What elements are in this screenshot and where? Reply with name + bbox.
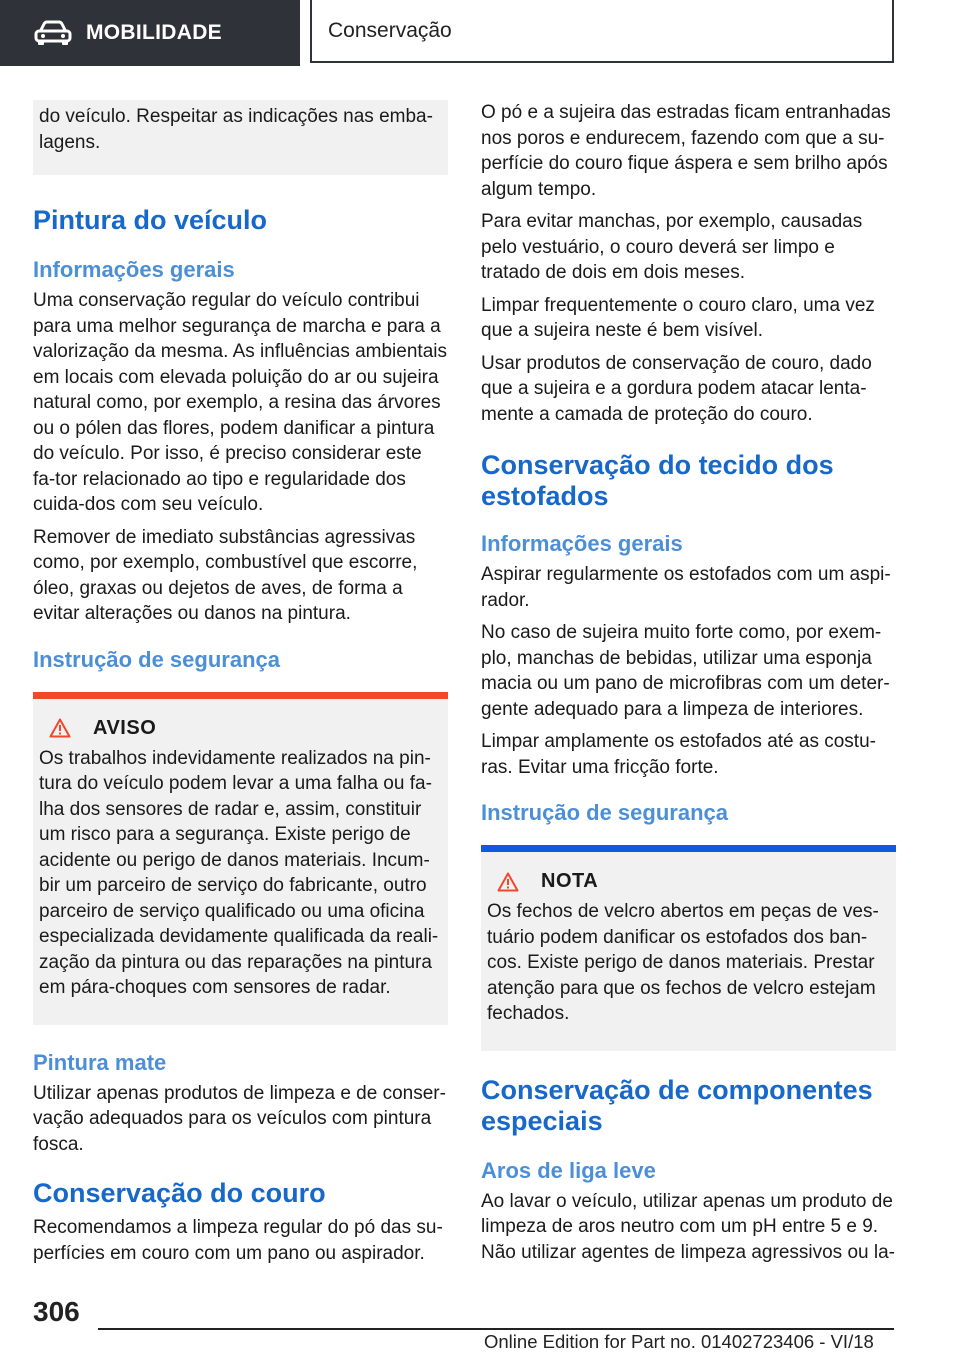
continued-text: do veículo. Respeitar as indicações nas emba‐lagens. bbox=[39, 106, 433, 153]
paragraph: Usar produtos de conservação de couro, dado que a sujeira e a gordura podem atacar lenta‐mente a camada de proteção do couro. bbox=[481, 352, 872, 425]
car-icon bbox=[34, 20, 72, 46]
heading-seguranca: Instrução de segurança bbox=[481, 800, 728, 825]
paragraph: Uma conservação regular do veículo contribui para uma melhor segurança de marcha e para a valorização da mesma. As influências ambientais em locais com elevada poluição do ar ou sujeira natural como, por exemplo, a resina das árvores ou o pólen das flores, podem danificar a pintura do veículo. Por isso, é preciso considerar este fa‐tor relacionado ao tipo e regularidade dos cuida‐dos com seu veículo. bbox=[33, 290, 447, 515]
note-text: Os fechos de velcro abertos em peças de ves‐tuário podem danificar os estofados dos ban‐cos. Existe perigo de danos materiais. Prestar atenção para que os fechos de velcro estejam fechados. bbox=[487, 901, 879, 1024]
right-column bbox=[481, 100, 896, 1272]
section-tab bbox=[0, 0, 300, 66]
paragraph: Remover de imediato substâncias agressivas como, por exemplo, combustível que escorre, óleo, graxas ou dejetos de aves, de forma a evitar alterações ou danos na pintura. bbox=[33, 526, 418, 624]
paragraph: Ao lavar o veículo, utilizar apenas um produto de limpeza de aros neutro com um pH entre 5 e 9. Não utilizar agentes de limpeza agressivos ou la‐ bbox=[481, 1190, 895, 1263]
warning-text: Os trabalhos indevidamente realizados na pin‐tura do veículo podem levar a uma falha ou fa‐lha dos sensores de radar e, assim, constituir um risco para a segurança. Existe perigo de acidente ou perigo de danos materiais. Incum‐bir um parceiro de serviço do fabricante, outro parceiro de serviço qualificado ou uma oficina especializada devidamente qualificada da reali‐zação da pintura ou das reparações na pintura em pára-choques com sensores de radar. bbox=[39, 747, 439, 998]
left-column bbox=[33, 100, 448, 1273]
paragraph: O pó e a sujeira das estradas ficam entranhadas nos poros e endurecem, fazendo com que a su‐perfície do couro fique áspera e sem brilho após algum tempo. bbox=[481, 102, 891, 200]
warning-triangle-icon bbox=[497, 872, 519, 892]
paragraph: No caso de sujeira muito forte como, por exem‐plo, manchas de bebidas, utilizar uma esponja macia ou um pano de microfibras com um deter‐gente adequado para a limpeza de interiores. bbox=[481, 622, 890, 720]
warning-title: AVISO bbox=[93, 716, 157, 739]
page-number: 306 bbox=[33, 1296, 80, 1327]
page-header bbox=[0, 0, 960, 66]
heading-couro: Conservação do couro bbox=[33, 1178, 326, 1208]
note-box bbox=[481, 845, 896, 1051]
heading-pintura-mate: Pintura mate bbox=[33, 1049, 167, 1075]
heading-info-gerais: Informações gerais bbox=[33, 257, 235, 282]
paragraph: Limpar frequentemente o couro claro, uma vez que a sujeira neste é bem visível. bbox=[481, 294, 875, 341]
heading-seguranca: Instrução de segurança bbox=[33, 646, 280, 672]
heading-componentes: Conservação de componentes especiais bbox=[481, 1074, 873, 1136]
section-title: MOBILIDADE bbox=[86, 21, 222, 44]
edition-text: Online Edition for Part no. 01402723406 - VI/18 bbox=[484, 1331, 874, 1352]
chapter-tab bbox=[310, 0, 894, 63]
heading-aros: Aros de liga leve bbox=[481, 1157, 656, 1183]
footer-divider bbox=[98, 1328, 894, 1330]
paragraph: Para evitar manchas, por exemplo, causadas pelo vestuário, o couro deverá ser limpo e tratado de dois em dois meses. bbox=[481, 211, 863, 283]
warning-header bbox=[39, 717, 442, 740]
heading-tecido: Conservação do tecido dos estofados bbox=[481, 450, 834, 511]
heading-pintura: Pintura do veículo bbox=[33, 205, 268, 235]
warning-box bbox=[33, 692, 448, 1025]
paragraph: Limpar amplamente os estofados até as costu‐ras. Evitar uma fricção forte. bbox=[481, 731, 876, 778]
note-title: NOTA bbox=[541, 870, 599, 892]
continued-box bbox=[33, 100, 448, 175]
paragraph: Aspirar regularmente os estofados com um aspi‐rador. bbox=[481, 564, 891, 611]
paragraph: Utilizar apenas produtos de limpeza e de conser‐vação adequados para os veículos com pintura fosca. bbox=[33, 1082, 446, 1155]
chapter-title: Conservação bbox=[328, 18, 452, 42]
warning-triangle-icon bbox=[49, 718, 71, 738]
heading-info-gerais: Informações gerais bbox=[481, 531, 683, 556]
note-header bbox=[487, 870, 890, 893]
paragraph: Recomendamos a limpeza regular do pó das su‐perfícies em couro com um pano ou aspirador. bbox=[33, 1217, 443, 1264]
